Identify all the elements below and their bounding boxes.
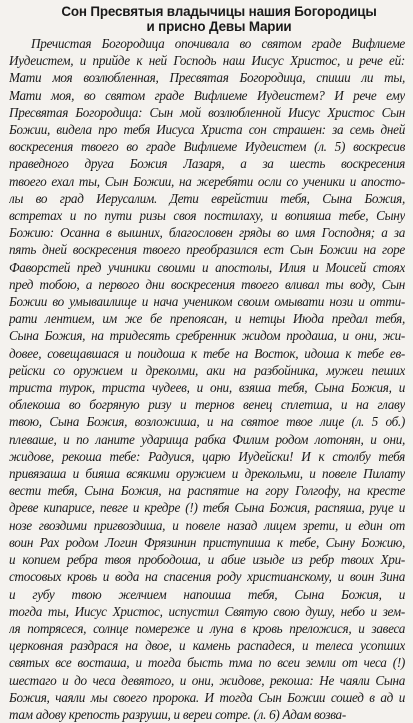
- text-line: воскресения твоего во граде Вифлиеме Иудеистем (л. 5) воскресив: [9, 139, 405, 155]
- text-line: стосовых кровь и вода на спасения роду христианскому, и воин Зина: [9, 569, 405, 585]
- text-line: рати лентием, им же бе препоясан, и нетцы Июда предал тебя,: [9, 311, 405, 327]
- text-line: святых все восташа, и тогда бысть тма по всеи земли от чеса (!): [9, 655, 405, 671]
- text-line: жидове, рекоша тебе: Радуися, царю Иудейски! И к столбу тебя: [9, 448, 405, 464]
- text-line: плеваше, и по ланите ударища рабка Филим родом лотонян, и они,: [9, 431, 405, 447]
- text-line: рейски со оружием и дреколми, аки на разбойника, мужеи пеших: [9, 362, 405, 378]
- text-line: и копием ребра твоя прободоша, и абие изыде из ребр твоих Хри-: [9, 552, 405, 568]
- text-line: и губу твою желчием напоиша тебя, Сына Божия, и: [9, 586, 405, 602]
- text-line: твоего ехал ты, Сын Божии, на жеребяти осли со ученики и апосто-: [9, 173, 405, 189]
- text-line: Мати моя возлюбленная, Пресвятая Богородица, спиши ли ты,: [9, 70, 405, 86]
- text-line: довее, совещавшася и поидоша к тебе на Восток, идоша к тебе ев-: [9, 345, 405, 361]
- text-line: привязаша и бияша всякими оружием и дрекольми, и повеле Пилату: [9, 466, 405, 482]
- text-line: встретах и по пути ризы своя постилаху, и вопияша тебе, Сыну: [9, 208, 405, 224]
- text-line: Божии, видела про тебя Иисуса Христа сон страшен: за семь дней: [9, 122, 405, 138]
- text-line: Фаворстей пред учиники своими и апостолы, Илия и Моисей стоях: [9, 259, 405, 275]
- text-line: Мати моя, во святом граде Вифлиеме Иудеистем? И рече ему: [9, 87, 405, 103]
- text-line: вести тебя, Сына Божия, на распятие на гору Голгофу, на кресте: [9, 483, 405, 499]
- text-line: Сына Божия, на тридесять сребренник жидом продаша, и они, жи-: [9, 328, 405, 344]
- text-line: Иудеистем, и прийде к ней Господь наш Иисус Христос, и рече ей:: [9, 53, 405, 69]
- text-line: пред тобою, а первого дни воскресения твоего вливал ты воду, Сын: [9, 276, 405, 292]
- text-line: там адову крепость разруши, и вереи сотре. (л. 6) Адам возва-: [9, 706, 346, 722]
- document-title: [9, 4, 405, 34]
- text-line: тогда ты, Иисус Христос, испустил Святую свою душу, небо и зем-: [9, 603, 405, 619]
- text-line: Божия, чаяли мы своего пророка. И тогда Сын Божии сошед в ад и: [9, 689, 405, 705]
- text-line: облекоша во богряную ризу и тернов венец сплетша, и на главу: [9, 397, 405, 413]
- text-line: древе кипарисе, певге и кредре (!) тебя Сына Божия, распяша, руце и: [9, 500, 405, 516]
- text-line: нозе гвоздими пригвоздиша, и повеле назад лицем зрети, и един от: [9, 517, 405, 533]
- text-line: Божию: Осанна в вышних, благословен гряды во имя Господня; а за: [9, 225, 405, 241]
- text-line: ля потрясеся, солнце помереже и луна в кровь преложися, и завеса: [9, 620, 405, 636]
- title-line-2: и присно Девы Марии: [146, 19, 292, 34]
- text-line: твою, Сына Божия, возложиша, и на святое твое лице (л. 5 об.): [9, 414, 405, 430]
- text-line: шестаго и до чеса девятого, и они, жидове, рекоша: Не чаяли Сына: [9, 672, 405, 688]
- title-line-1: Сон Пресвятыя владычицы нашия Богородицы: [61, 4, 377, 19]
- text-line: воин Рах родом Логин Фрязинин приступиша к тебе, Сыну Божию,: [9, 534, 405, 550]
- text-line: триста турок, триста чудеев, и они, взяша тебя, Сына Божия, и: [9, 380, 405, 396]
- text-line: пять дней воскресения твоего преобразился ест Сын Божии на горе: [9, 242, 405, 258]
- text-line: Божии во умываилище и нача учеником своим омывати нози и отти-: [9, 294, 405, 310]
- text-line: церковная раздрася на двое, и камень распадеся, и телеса усопших: [9, 638, 405, 654]
- text-line: праведного друга Божия Лазаря, а за шесть воскресения: [9, 156, 405, 172]
- text-line: Пресвятая Богородица: Сын мой возлюбленной Иисус Христос Сын: [9, 104, 405, 120]
- text-line: лы во град Иерусалим. Дети еврейстии тебя, Сына Божия,: [9, 190, 405, 206]
- text-line: Пречистая Богородица опочивала во святом граде Вифлиеме: [31, 36, 405, 51]
- document-body: [9, 35, 405, 723]
